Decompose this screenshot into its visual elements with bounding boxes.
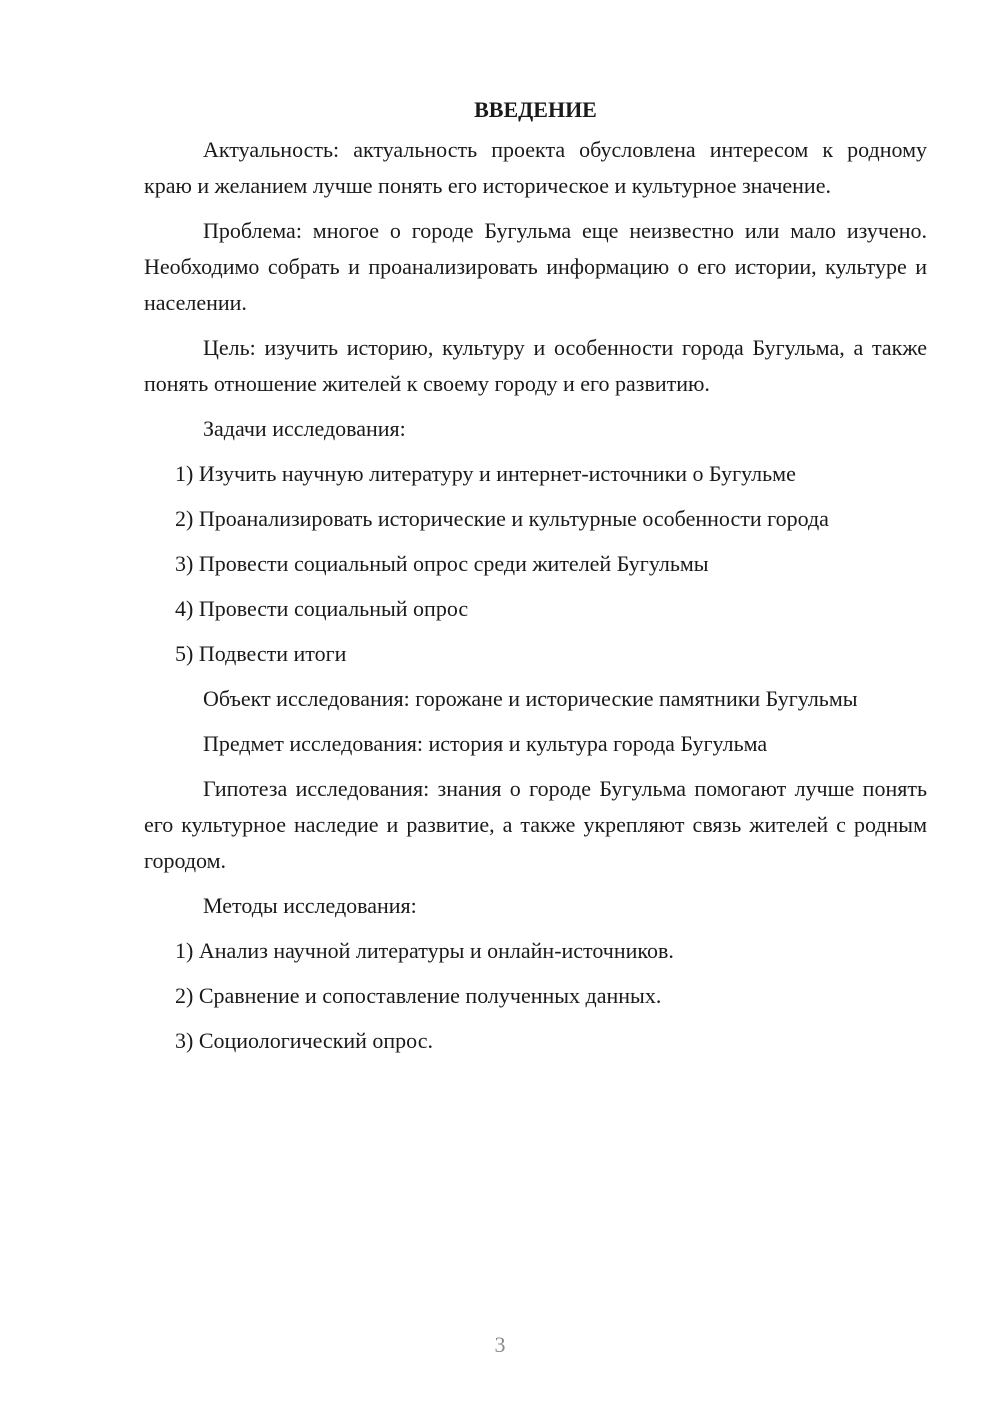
object-paragraph: Объект исследования: горожане и исторические памятники Бугульмы: [203, 686, 858, 711]
task-item: 1) Изучить научную литературу и интернет-источники о Бугульме: [175, 461, 796, 486]
tasks-heading: Задачи исследования:: [203, 416, 406, 441]
page-number: 3: [494, 1332, 506, 1357]
hypothesis-paragraph: Гипотеза исследования: знания о городе Бугульма помогают лучше понять его культурное наследие и развитие, а также укрепляют связь жителей с родным городом.: [144, 776, 927, 873]
subject-paragraph: Предмет исследования: история и культура города Бугульма: [203, 731, 768, 756]
task-item: 3) Провести социальный опрос среди жителей Бугульмы: [175, 551, 709, 576]
method-item: 1) Анализ научной литературы и онлайн-источников.: [175, 938, 674, 963]
methods-heading: Методы исследования:: [203, 893, 417, 918]
relevance-paragraph: Актуальность: актуальность проекта обусловлена интересом к родному краю и желанием лучше понять его историческое и культурное значение.: [144, 137, 927, 198]
task-item: 5) Подвести итоги: [175, 641, 347, 666]
task-item: 2) Проанализировать исторические и культурные особенности города: [175, 506, 829, 531]
method-item: 2) Сравнение и сопоставление полученных данных.: [175, 983, 662, 1008]
document-page: [144, 92, 927, 1068]
task-item: 4) Провести социальный опрос: [175, 596, 469, 621]
goal-paragraph: Цель: изучить историю, культуру и особенности города Бугульма, а также понять отношение жителей к своему городу и его развитию.: [144, 335, 927, 396]
method-item: 3) Социологический опрос.: [175, 1028, 433, 1053]
section-title: ВВЕДЕНИЕ: [474, 97, 597, 122]
problem-paragraph: Проблема: многое о городе Бугульма еще неизвестно или мало изучено. Необходимо собрать и проанализировать информацию о его истории, культуре и населении.: [144, 218, 927, 315]
